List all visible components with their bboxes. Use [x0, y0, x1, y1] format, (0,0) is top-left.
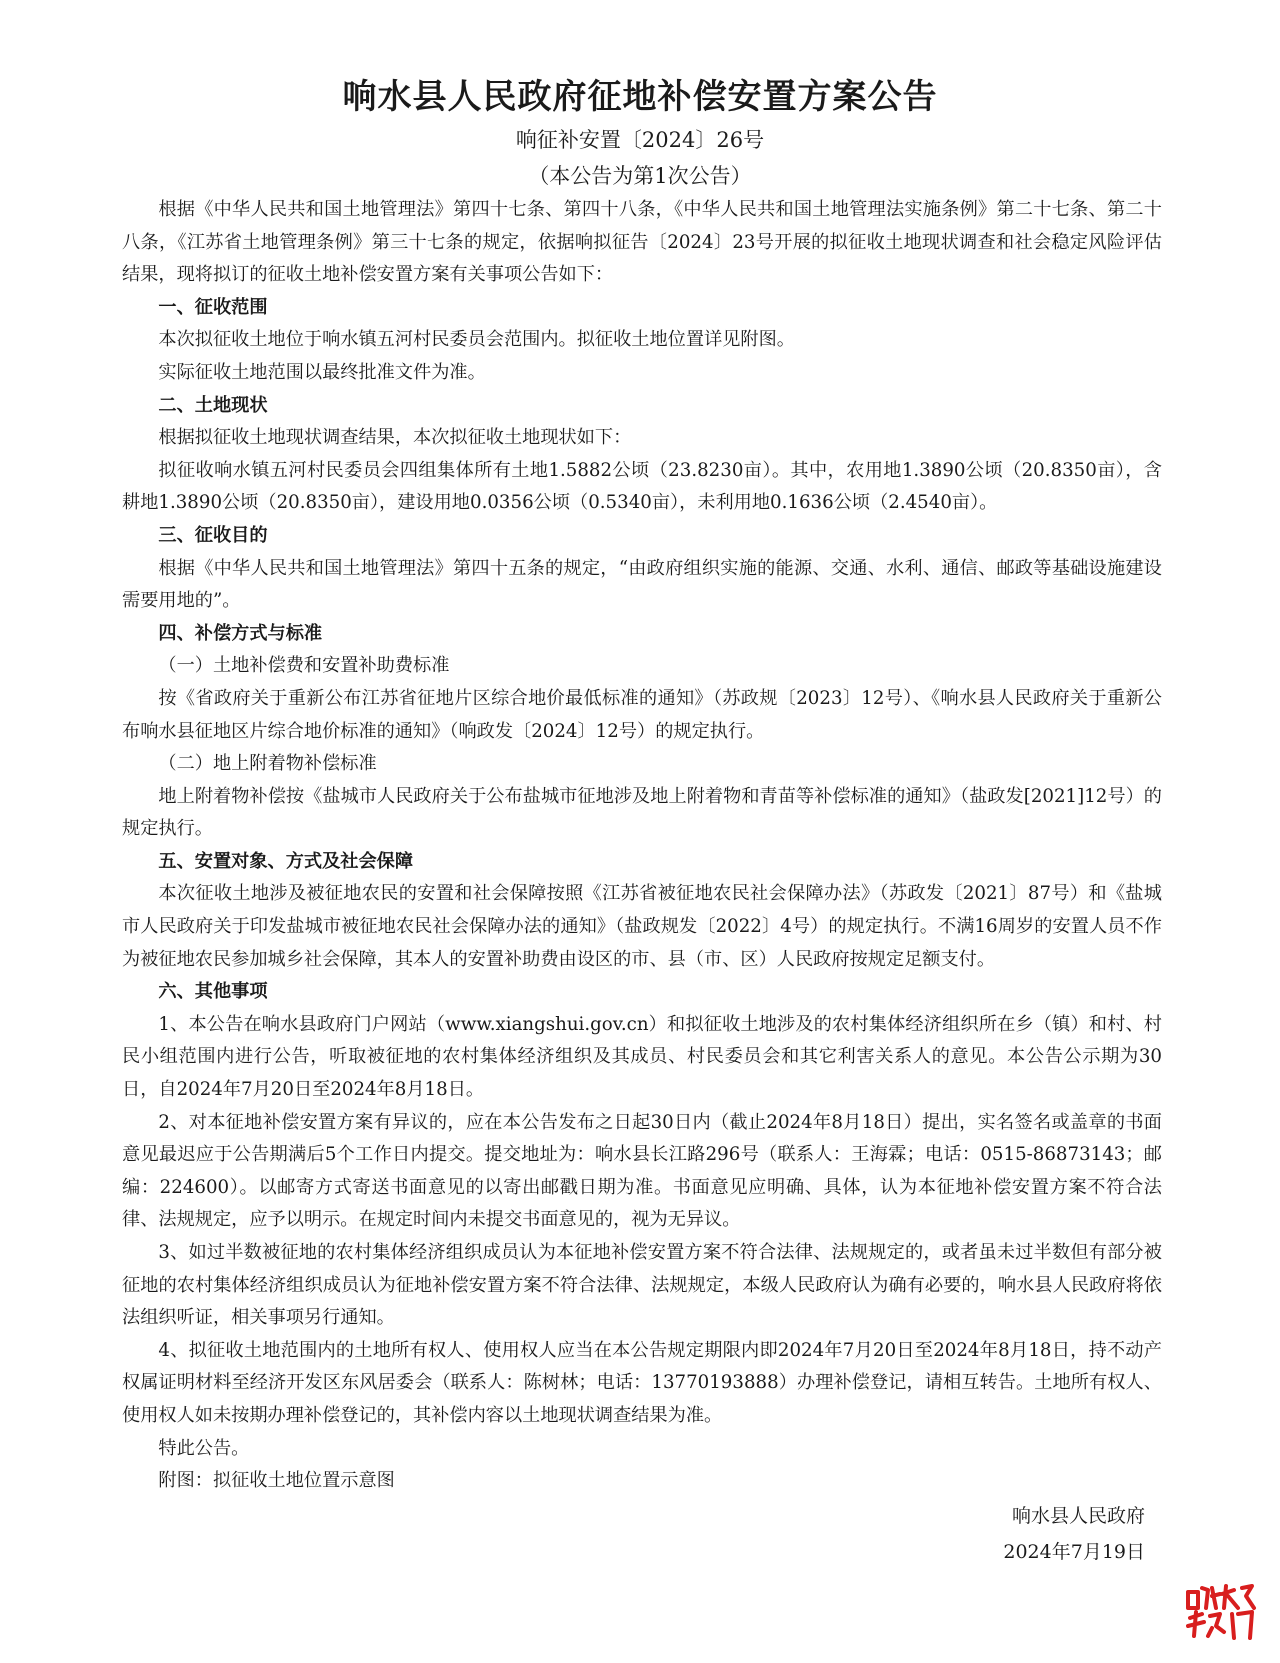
subsection-heading: （二）地上附着物补偿标准 — [158, 753, 377, 775]
paragraph: 按《省政府关于重新公布江苏省征地片区综合地价最低标准的通知》（苏政规〔2023〕12号）、《响水县人民政府关于重新公布响水县征地区片综合地价标准的通知》（响政发〔2024〕12号）的规定执行。 — [122, 687, 1162, 742]
section-heading-purpose: 三、征收目的 — [158, 524, 268, 546]
paragraph: 拟征收响水镇五河村民委员会四组集体所有土地1.5882公顷（23.8230亩）。其中，农用地1.3890公顷（20.8350亩），含耕地1.3890公顷（20.8350亩），建设用地0.0356公顷（0.5340亩），未利用地0.1636公顷（2.4540亩）。 — [122, 459, 1162, 514]
section-heading-scope: 一、征收范围 — [158, 296, 268, 318]
paragraph: 4、拟征收土地范围内的土地所有权人、使用权人应当在本公告规定期限内即2024年7月20日至2024年8月18日，持不动产权属证明材料至经济开发区东风居委会（联系人：陈树林；电话：13770193888）办理补偿登记，请相互转告。土地所有权人、使用权人如未按期办理补偿登记的，其补偿内容以土地现状调查结果为准。 — [122, 1339, 1162, 1426]
document-number: 响征补安置〔2024〕26号 — [515, 128, 765, 152]
closing-line: 特此公告。 — [158, 1437, 250, 1459]
paragraph: 根据《中华人民共和国土地管理法》第四十五条的规定，“由政府组织实施的能源、交通、水利、通信、邮政等基础设施建设需要用地的”。 — [122, 557, 1162, 612]
paragraph: 根据拟征收土地现状调查结果，本次拟征收土地现状如下： — [158, 427, 632, 449]
paragraph: 地上附着物补偿按《盐城市人民政府关于公布盐城市征地涉及地上附着物和青苗等补偿标准的通知》（盐政发[2021]12号）的规定执行。 — [122, 785, 1162, 840]
paragraph: 3、如过半数被征地的农村集体经济组织成员认为本征地补偿安置方案不符合法律、法规规定的，或者虽未过半数但有部分被征地的农村集体经济组织成员认为征地补偿安置方案不符合法律、法规规定，本级人民政府认为确有必要的，响水县人民政府将依法组织听证，相关事项另行通知。 — [122, 1242, 1162, 1329]
section-heading-resettlement: 五、安置对象、方式及社会保障 — [158, 850, 414, 872]
paragraph: 2、对本征地补偿安置方案有异议的，应在本公告发布之日起30日内（截止2024年8月18日）提出，实名签名或盖章的书面意见最迟应于公告期满后5个工作日内提交。提交地址为：响水县长江路296号（联系人：王海霖；电话：0515-86873143；邮编：224600）。以邮寄方式寄送书面意见的以寄出邮戳日期为准。书面意见应明确、具体，认为本征地补偿安置方案不符合法律、法规规定，应予以明示。在规定时间内未提交书面意见的，视为无异议。 — [122, 1111, 1162, 1231]
announcement-body — [122, 194, 1162, 1498]
paragraph: 本次拟征收土地位于响水镇五河村民委员会范围内。拟征收土地位置详见附图。 — [158, 329, 795, 351]
intro-paragraph: 根据《中华人民共和国土地管理法》第四十七条、第四十八条，《中华人民共和国土地管理法实施条例》第二十七条、第二十八条，《江苏省土地管理条例》第三十七条的规定，依据响拟征告〔2024〕23号开展的拟征收土地现状调查和社会稳定风险评估结果，现将拟订的征收土地补偿安置方案有关事项公告如下： — [122, 199, 1162, 286]
signature-org: 响水县人民政府 — [1011, 1505, 1145, 1527]
paragraph: 实际征收土地范围以最终批准文件为准。 — [158, 361, 486, 383]
section-heading-other: 六、其他事项 — [158, 981, 268, 1003]
notice-number: （本公告为第1次公告） — [528, 164, 752, 188]
attachment-line: 附图：拟征收土地位置示意图 — [158, 1470, 395, 1492]
section-heading-status: 二、土地现状 — [158, 394, 268, 416]
signature-block — [1003, 1498, 1145, 1570]
watermark-logo — [1182, 1582, 1260, 1642]
paragraph: 本次征收土地涉及被征地农民的安置和社会保障按照《江苏省被征地农民社会保障办法》（苏政发〔2021〕87号）和《盐城市人民政府关于印发盐城市被征地农民社会保障办法的通知》（盐政规发〔2022〕4号）的规定执行。不满16周岁的安置人员不作为被征地农民参加城乡社会保障，其本人的安置补助费由设区的市、县（市、区）人民政府按规定足额支付。 — [122, 883, 1162, 970]
subsection-heading: （一）土地补偿费和安置补助费标准 — [158, 655, 450, 677]
page-title: 响水县人民政府征地补偿安置方案公告 — [342, 77, 938, 117]
section-heading-compensation: 四、补偿方式与标准 — [158, 622, 323, 644]
paragraph: 1、本公告在响水县政府门户网站（www.xiangshui.gov.cn）和拟征收土地涉及的农村集体经济组织所在乡（镇）和村、村民小组范围内进行公告，听取被征地的农村集体经济组织及其成员、村民委员会和其它利害关系人的意见。本公告公示期为30日，自2024年7月20日至2024年8月18日。 — [122, 1013, 1162, 1101]
signature-date: 2024年7月19日 — [1003, 1541, 1145, 1563]
